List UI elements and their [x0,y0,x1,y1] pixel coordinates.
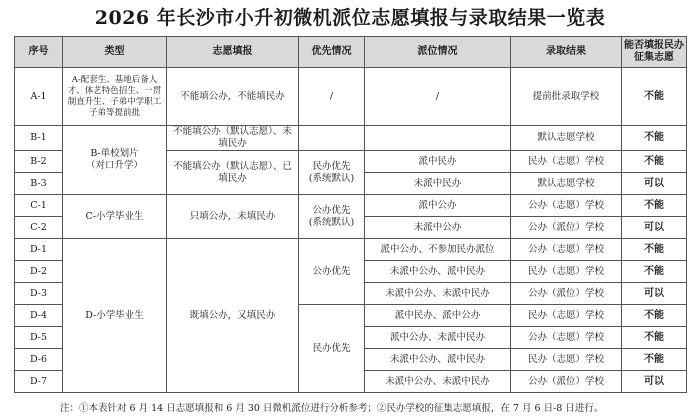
priority-cell: / [299,68,365,126]
result-cell: 公办（派位）学校 [511,371,622,393]
can-fill-cell: 不能 [622,327,687,349]
row-id: D-5 [15,327,63,349]
dispatch-cell: 未派中公办、未派中民办 [365,283,511,305]
header-type: 类型 [63,37,167,68]
row-id: D-2 [15,261,63,283]
can-fill-cell: 不能 [622,126,687,151]
result-cell: 民办（志愿）学校 [511,151,622,173]
row-id: C-2 [15,217,63,239]
priority-cell: 民办优先 (系统默认) [299,151,365,195]
can-fill-cell: 不能 [622,68,687,126]
can-fill-cell: 不能 [622,239,687,261]
can-fill-cell: 不能 [622,195,687,217]
dispatch-cell: 派中公办 [365,195,511,217]
table-row [15,239,687,261]
admission-table [14,36,687,393]
dispatch-cell [365,126,511,151]
priority-cell: 公办优先 (系统默认) [299,195,365,239]
result-cell: 公办（志愿）学校 [511,239,622,261]
dispatch-cell: 派中公办、未派中民办 [365,327,511,349]
priority-cell: 公办优先 [299,239,365,305]
header-can-fill: 能否填报民办征集志愿 [622,37,687,68]
result-cell: 默认志愿学校 [511,126,622,151]
can-fill-cell: 可以 [622,217,687,239]
header-result: 录取结果 [511,37,622,68]
result-cell: 民办（志愿）学校 [511,261,622,283]
row-id: D-6 [15,349,63,371]
wish-cell: 不能填公办（默认志愿）、未填民办 [167,126,299,151]
row-id: D-4 [15,305,63,327]
page-title: 2026 年长沙市小升初微机派位志愿填报与录取结果一览表 [94,7,606,29]
dispatch-cell: 未派中公办、派中民办 [365,261,511,283]
header-dispatch: 派位情况 [365,37,511,68]
can-fill-cell: 可以 [622,173,687,195]
type-cell: B-单校划片 （对口升学） [63,126,167,195]
wish-cell: 既填公办，又填民办 [167,239,299,393]
table-row [15,195,687,217]
dispatch-cell: / [365,68,511,126]
row-id: B-2 [15,151,63,173]
row-id: B-3 [15,173,63,195]
header-seq: 序号 [15,37,63,68]
wish-cell: 只填公办，未填民办 [167,195,299,239]
row-id: D-1 [15,239,63,261]
dispatch-cell: 未派中公办 [365,217,511,239]
table-row [15,68,687,126]
dispatch-cell: 未派中公办、派中民办 [365,349,511,371]
footnote: 注：①本表针对 6 月 14 日志愿填报和 6 月 30 日微机派位进行分析参考；②民办学校的征集志愿填报，在 7 月 6 日-8 日进行。 [60,403,604,414]
can-fill-cell: 不能 [622,349,687,371]
result-cell: 公办（志愿）学校 [511,327,622,349]
type-cell: C-小学毕业生 [63,195,167,239]
result-cell: 民办（志愿）学校 [511,349,622,371]
result-cell: 公办（派位）学校 [511,283,622,305]
can-fill-cell: 不能 [622,151,687,173]
row-id: A-1 [15,68,63,126]
type-cell: A-配套生、基地后备人才、体艺特色招生、一贯制直升生、子弟中学职工子弟等提前批 [63,68,167,126]
result-cell: 民办（志愿）学校 [511,305,622,327]
dispatch-cell: 派中公办、不参加民办派位 [365,239,511,261]
dispatch-cell: 未派中公办、未派中民办 [365,371,511,393]
row-id: D-3 [15,283,63,305]
header-priority: 优先情况 [299,37,365,68]
can-fill-cell: 不能 [622,305,687,327]
row-id: C-1 [15,195,63,217]
dispatch-cell: 派中民办、派中公办 [365,305,511,327]
result-cell: 公办（志愿）学校 [511,195,622,217]
can-fill-cell: 不能 [622,261,687,283]
can-fill-cell: 可以 [622,371,687,393]
priority-cell: 民办优先 [299,305,365,393]
header-wish: 志愿填报 [167,37,299,68]
type-cell: D-小学毕业生 [63,239,167,393]
wish-cell: 不能填公办（默认志愿）、已填民办 [167,151,299,195]
dispatch-cell: 未派中民办 [365,173,511,195]
can-fill-cell: 可以 [622,283,687,305]
row-id: B-1 [15,126,63,151]
header-row [15,37,687,68]
result-cell: 提前批录取学校 [511,68,622,126]
dispatch-cell: 派中民办 [365,151,511,173]
result-cell: 公办（派位）学校 [511,217,622,239]
table-row [15,126,687,151]
priority-cell [299,126,365,151]
row-id: D-7 [15,371,63,393]
wish-cell: 不能填公办，不能填民办 [167,68,299,126]
result-cell: 默认志愿学校 [511,173,622,195]
